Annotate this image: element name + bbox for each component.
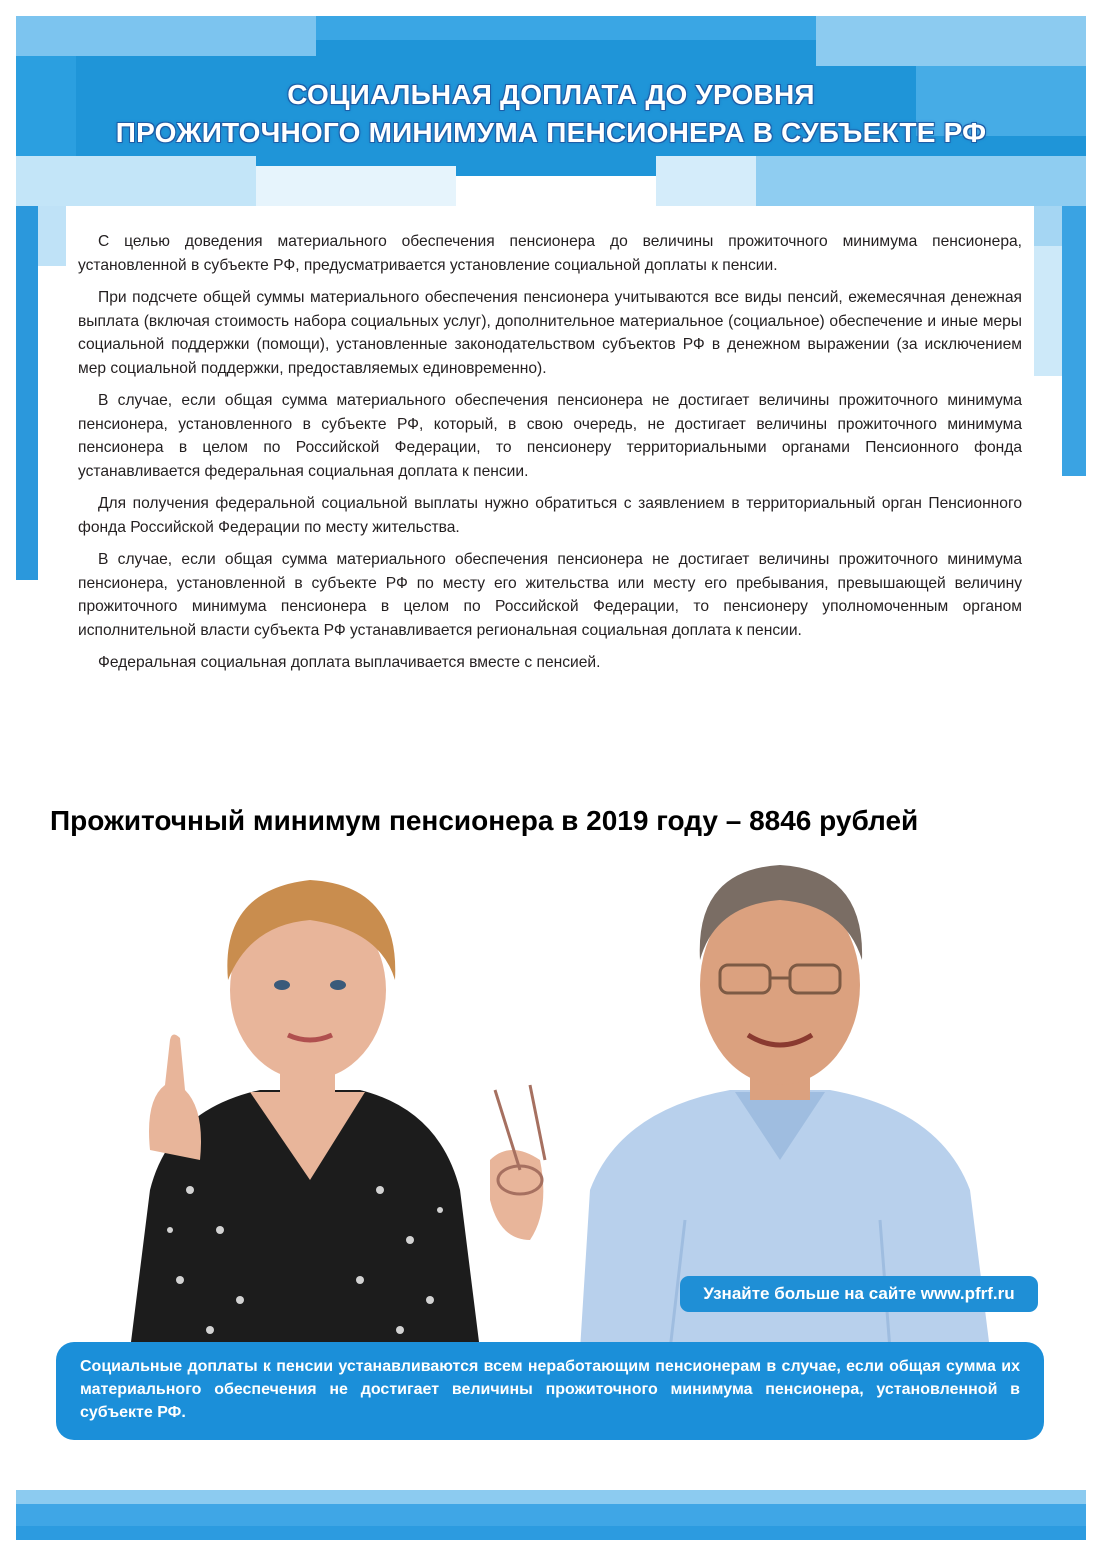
title-line-1: СОЦИАЛЬНАЯ ДОПЛАТА ДО УРОВНЯ [287,79,815,110]
right-side-stripe [1062,206,1086,476]
paragraph: С целью доведения материального обеспечения пенсионера до величины прожиточного минимума пенсионера, установленной в субъекте РФ, предусматривается установление социальной доплаты к пенсии. [78,233,1022,274]
page-title [16,76,1086,152]
paragraph: В случае, если общая сумма материального обеспечения пенсионера не достигает величины прожиточного минимума пенсионера, установленного в субъекте РФ, который, в свою очередь, не достигает величины прожиточного минимума пенсионера в целом по Российской Федерации, то пенсионеру территориальными органами Пенсионного фонда устанавливается федеральная социальная доплата к пенсии. [78,392,1022,480]
woman-figure [130,880,545,1350]
title-line-2: ПРОЖИТОЧНОГО МИНИМУМА ПЕНСИОНЕРА В СУБЪЕКТЕ РФ [115,117,987,148]
info-note-box: Социальные доплаты к пенсии устанавливаются всем неработающим пенсионерам в случае, если общая сумма их материального обеспечения не достигает величины прожиточного минимума пенсионера, установленной в субъекте РФ. [56,1342,1044,1440]
website-badge[interactable]: Узнайте больше на сайте www.pfrf.ru [680,1276,1038,1312]
footer-band [16,1490,1086,1540]
left-side-tile [38,206,66,266]
subsistence-minimum-heading: Прожиточный минимум пенсионера в 2019 году – 8846 рублей [50,805,919,836]
left-side-stripe [16,206,38,580]
paragraph: Федеральная социальная доплата выплачивается вместе с пенсией. [98,654,601,671]
right-side-tile-2 [1034,246,1062,376]
paragraph: При подсчете общей суммы материального обеспечения пенсионера учитываются все виды пенсий, ежемесячная денежная выплата (включая стоимость набора социальных услуг), дополнительное материальное (социальное) обеспечение и иные меры социальной поддержки (помощи), установленные законодательством субъектов РФ в денежном выражении (за исключением мер социальной поддержки, предоставляемых единовременно). [78,289,1022,377]
main-text [78,230,1022,684]
paragraph: В случае, если общая сумма материального обеспечения пенсионера не достигает величины прожиточного минимума пенсионера, установленной в субъекте РФ по месту его жительства или месту его пребывания, превышающей величину прожиточного минимума пенсионера в целом по Российской Федерации, то пенсионеру уполномоченным органом исполнительной власти субъекта РФ устанавливается региональная социальная доплата к пенсии. [78,551,1022,639]
paragraph: Для получения федеральной социальной выплаты нужно обратиться с заявлением в территориальный орган Пенсионного фонда Российской Федерации по месту жительства. [78,495,1022,536]
